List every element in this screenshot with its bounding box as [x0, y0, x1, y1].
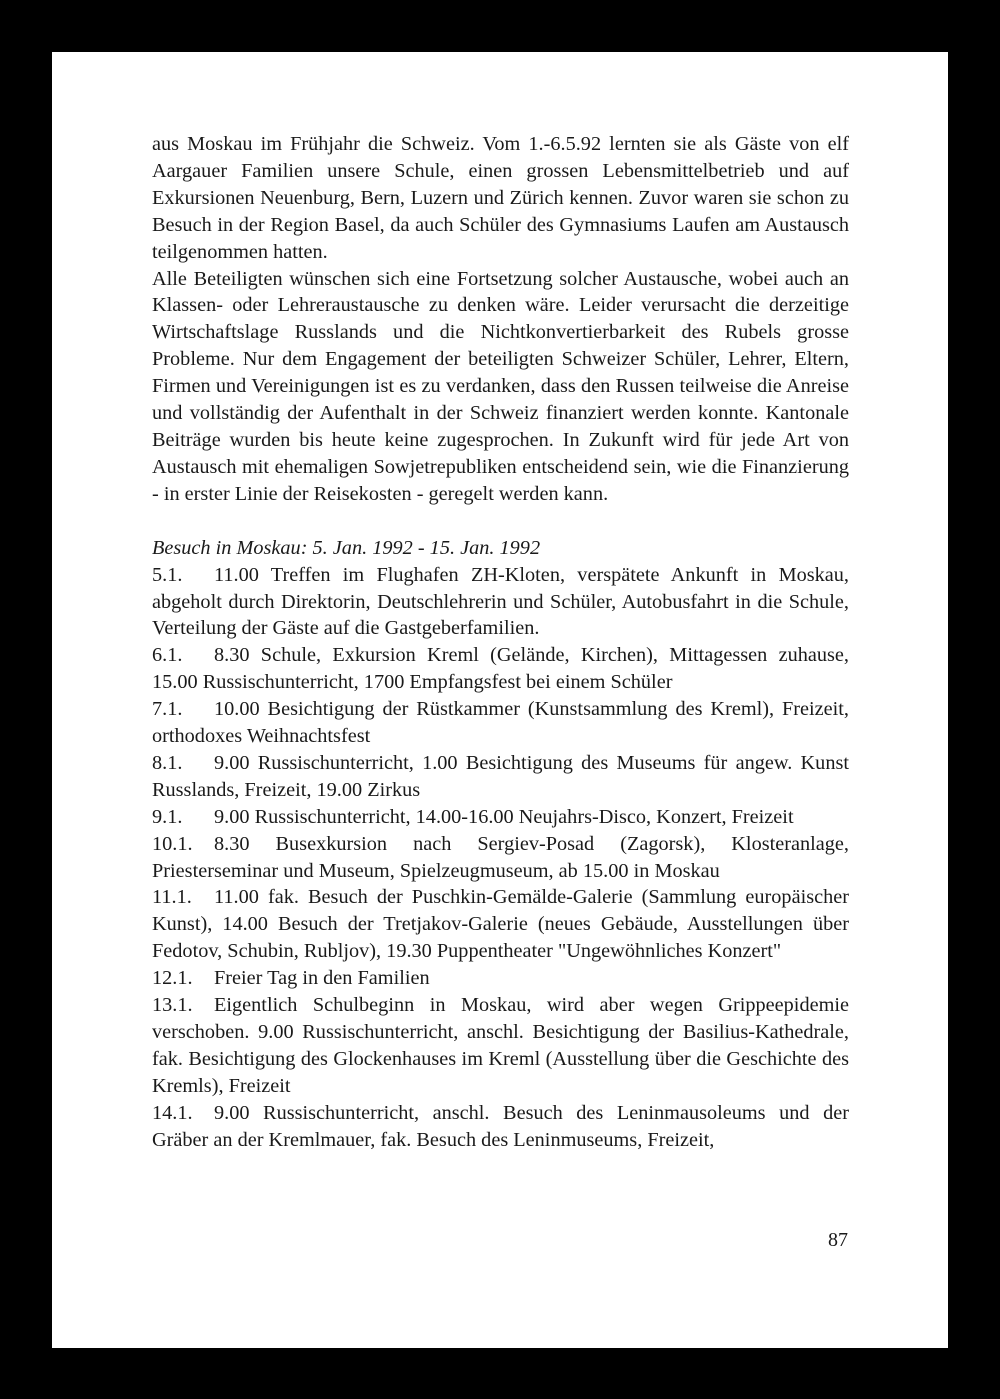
page-number: 87: [828, 1229, 848, 1251]
itinerary-entry: [152, 696, 849, 750]
entry-date: 7.1.: [152, 698, 183, 721]
entry-date: 9.1.: [152, 805, 183, 828]
entry-text: 9.00 Russischunterricht, anschl. Besuch des Leninmausoleums und der Gräber an der Kremlmauer, fak. Besuch des Leninmuseums, Freizeit,: [152, 1101, 849, 1151]
itinerary-entry: [152, 1100, 849, 1154]
entry-text: 9.00 Russischunterricht, 1.00 Besichtigung des Museums für angew. Kunst Russlands, Freizeit, 19.00 Zirkus: [152, 751, 849, 801]
paragraph-exchange-visit: aus Moskau im Frühjahr die Schweiz. Vom 1.-6.5.92 lernten sie als Gäste von elf Aargauer Familien unsere Schule, einen grossen Lebensmittelbetrieb und auf Exkursionen Neuenburg, Bern, Luzern und Zürich kennen. Zuvor waren sie schon zu Besuch in der Region Basel, da auch Schüler des Gymnasiums Laufen am Austausch teilgenommen hatten.: [152, 133, 849, 263]
entry-text: 10.00 Besichtigung der Rüstkammer (Kunstsammlung des Kreml), Freizeit, orthodoxes Weihnachtsfest: [152, 698, 849, 748]
entry-date: 5.1.: [152, 563, 183, 586]
entry-text: Freier Tag in den Familien: [214, 967, 430, 990]
itinerary-entry: [152, 642, 849, 696]
entry-date: 8.1.: [152, 751, 183, 774]
entry-text: 11.00 Treffen im Flughafen ZH-Kloten, verspätete Ankunft in Moskau, abgeholt durch Direktorin, Deutschlehrerin und Schüler, Autobusfahrt in die Schule, Verteilung der Gäste auf die Gastgeberfamilien.: [152, 563, 849, 640]
itinerary-entry: [152, 750, 849, 804]
entry-date: 6.1.: [152, 644, 183, 667]
entry-text: 11.00 fak. Besuch der Puschkin-Gemälde-Galerie (Sammlung europäischer Kunst), 14.00 Besuch der Tretjakov-Galerie (neues Gebäude, Ausstellungen über Fedotov, Schubin, Rubljov), 19.30 Puppentheater "Ungewöhnliches Konzert": [152, 886, 849, 963]
entry-text: 8.30 Schule, Exkursion Kreml (Gelände, Kirchen), Mittagessen zuhause, 15.00 Russischunterricht, 1700 Empfangsfest bei einem Schüler: [152, 644, 849, 694]
entry-text: 8.30 Busexkursion nach Sergiev-Posad (Zagorsk), Klosteranlage, Priesterseminar und Museum, Spielzeugmuseum, ab 15.00 in Moskau: [152, 832, 849, 882]
document-page: [52, 52, 948, 1348]
entry-date: 11.1.: [152, 886, 192, 909]
entry-date: 14.1.: [152, 1101, 193, 1124]
entry-text: Eigentlich Schulbeginn in Moskau, wird aber wegen Grippeepidemie verschoben. 9.00 Russischunterricht, anschl. Besichtigung der Basilius-Kathedrale, fak. Besichtigung des Glockenhauses im Kreml (Ausstellung über die Geschichte des Kremls), Freizeit: [152, 994, 849, 1097]
itinerary-entry: [152, 884, 849, 965]
itinerary-entry: [152, 562, 849, 643]
itinerary-entry: [152, 831, 849, 885]
entry-date: 13.1.: [152, 994, 193, 1017]
body-text: [152, 131, 849, 1154]
itinerary-entry: [152, 804, 849, 831]
entry-date: 10.1.: [152, 832, 193, 855]
itinerary-entry: [152, 965, 849, 992]
paragraph-financing: Alle Beteiligten wünschen sich eine Fortsetzung solcher Austausche, wobei auch an Klassen- oder Lehreraustausche zu denken wäre. Leider verursacht die derzeitige Wirtschaftslage Russlands und die Nichtkonvertierbarkeit des Rubels grosse Probleme. Nur dem Engagement der beteiligten Schweizer Schüler, Lehrer, Eltern, Firmen und Vereinigungen ist es zu verdanken, dass den Russen teilweise die Anreise und vollständig der Aufenthalt in der Schweiz finanziert werden konnte. Kantonale Beiträge wurden bis heute keine zugesprochen. In Zukunft wird für jede Art von Austausch mit ehemaligen Sowjetrepubliken entscheidend sein, wie die Finanzierung - in erster Linie der Reisekosten - geregelt werden kann.: [152, 267, 849, 505]
entry-date: 12.1.: [152, 967, 193, 990]
itinerary-entry: [152, 992, 849, 1100]
entry-text: 9.00 Russischunterricht, 14.00-16.00 Neujahrs-Disco, Konzert, Freizeit: [214, 805, 794, 828]
section-heading: Besuch in Moskau: 5. Jan. 1992 - 15. Jan. 1992: [152, 536, 541, 559]
